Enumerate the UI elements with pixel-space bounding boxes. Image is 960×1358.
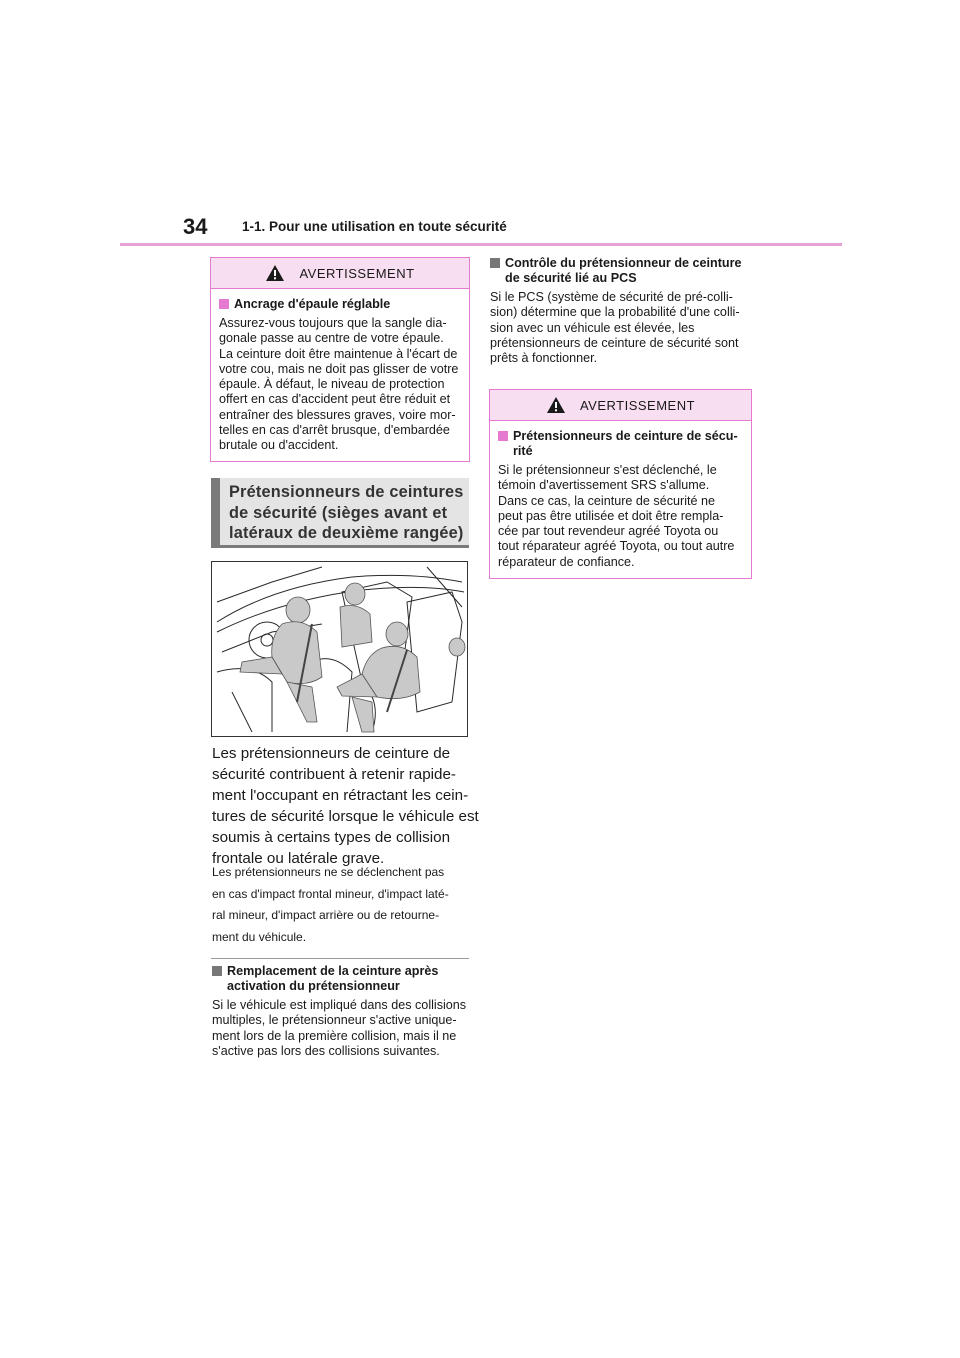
bullet-square-icon [498,431,508,441]
warning-text: Si le prétensionneur s'est déclenché, le témoin d'avertissement SRS s'allume. Dans ce cas, la ceinture de sécurité ne peut pas être utilisée et doit être rempla- cée par tout revendeur agréé Toyota ou tout réparateur agréé Toyota, ou tout autre réparateur de confiance. [498,463,735,569]
replacement-text: multiples, le prétensionneur s'active unique- [212,1013,457,1028]
warning-subtitle: Prétensionneurs de ceinture de sécu- rité [498,429,743,459]
pretensioner-description: Les prétensionneurs de ceinture de sécurité contribuent à retenir rapide- ment l'occupant en rétractant les cein- tures de sécurité lorsque le véhicule est soumis à certains types de collision frontale ou latérale grave. [212,745,479,867]
replacement-text: ment lors de la première collision, mais il ne [212,1028,457,1043]
section-divider [211,958,469,959]
chapter-title: 1-1. Pour une utilisation en toute sécurité [242,219,507,234]
section-title-line: latéraux de deuxième rangée) [229,524,464,542]
car-interior-illustration [212,562,467,736]
warning-label: AVERTISSEMENT [299,265,415,281]
warning-header [490,390,751,421]
pcs-text: prétensionneurs de ceinture de sécurité sont [490,335,739,350]
bullet-square-icon [212,966,222,976]
replacement-subtitle: Remplacement de la ceinture après activation du prétensionneur [212,964,472,994]
pretensioner-note: Les prétensionneurs ne se déclenchent pas en cas d'impact frontal mineur, d'impact laté- ral mineur, d'impact arrière ou de retourne- ment du véhicule. [212,865,449,944]
warning-triangle-icon [265,264,285,282]
pcs-text: sion avec un véhicule est élevée, les [490,320,695,335]
bullet-square-icon [490,258,500,268]
warning-triangle-icon [546,396,566,414]
pcs-text: Si le PCS (système de sécurité de pré-colli- [490,290,733,304]
replacement-text: Si le véhicule est impliqué dans des collisions [212,998,467,1012]
section-title-line: Prétensionneurs de ceintures [229,483,464,501]
bullet-square-icon [219,299,229,309]
section-title-line: de sécurité (sièges avant et [229,503,448,522]
replacement-block [212,964,472,1059]
pretensioner-illustration [211,561,468,737]
pcs-block [490,256,752,366]
warning-header [211,258,469,289]
pcs-text: prêts à fonctionner. [490,351,598,366]
pcs-subtitle: Contrôle du prétensionneur de ceinture de sécurité lié au PCS [490,256,752,286]
warning-box-shoulder-anchor [210,257,470,462]
section-heading [211,478,469,548]
header-divider [120,243,842,246]
warning-box-pretensioner [489,389,752,579]
pcs-text: sion) détermine que la probabilité d'une colli- [490,305,740,320]
warning-subtitle: Ancrage d'épaule réglable [219,297,461,312]
replacement-text: s'active pas lors des collisions suivantes. [212,1043,440,1058]
page-number: 34 [183,214,208,239]
warning-label: AVERTISSEMENT [579,397,696,413]
warning-text: Assurez-vous toujours que la sangle dia- gonale passe au centre de votre épaule. La ceinture doit être maintenue à l'écart de votre cou, mais ne doit pas glisser de votre épaule. À défaut, le niveau de protection offert en cas d'accident peut être réduit et entraîner des blessures graves, voire mor- telles en cas d'arrêt brusque, d'embardée brutale ou d'accident. [219,316,459,453]
